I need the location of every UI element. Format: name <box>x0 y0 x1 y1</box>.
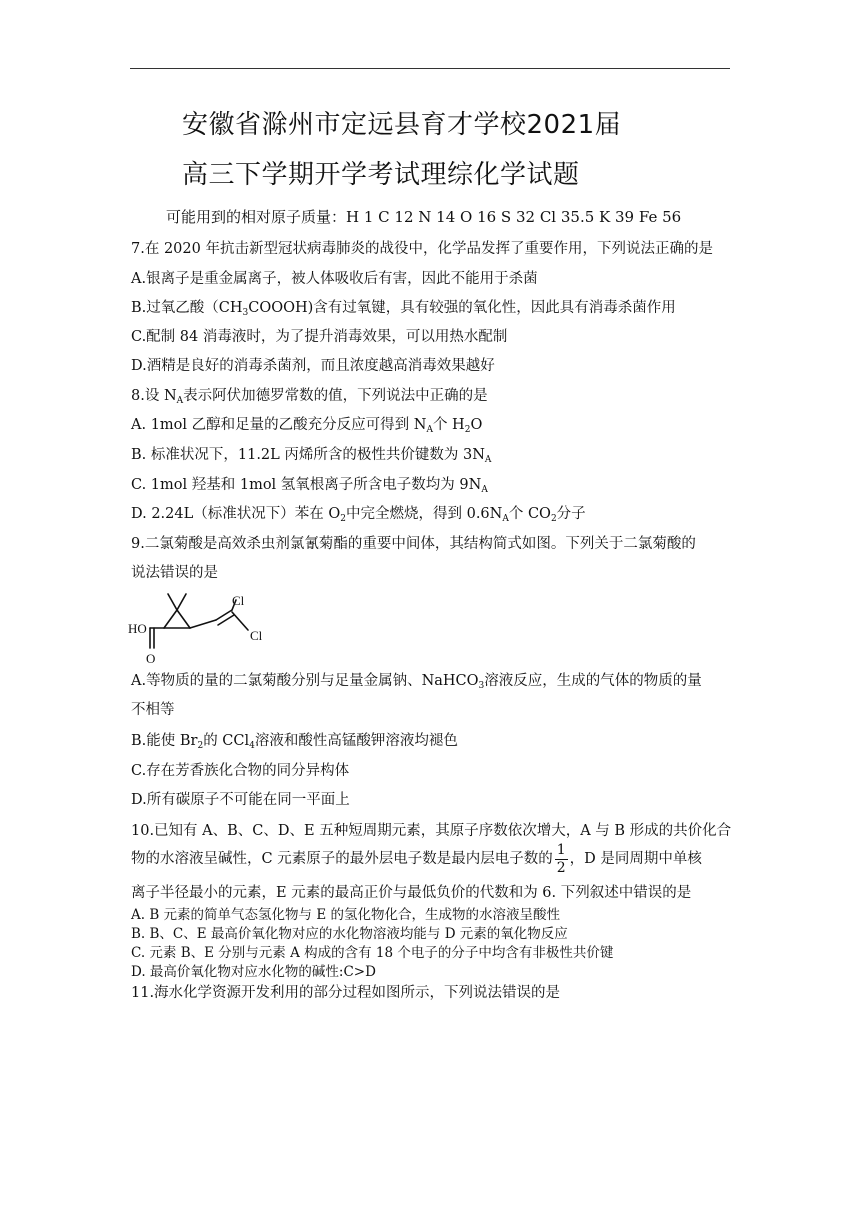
q7-option-b: B.过氧乙酸$(CH_3COOOH)$含有过氧键，具有较强的氧化性，因此具有消毒杀菌作用 <box>131 300 676 318</box>
q8-stem: 8.设 $N_A$表示阿伏加德罗常数的值，下列说法中正确的是 <box>131 388 488 406</box>
ring-bond-2 <box>177 610 190 628</box>
q9-option-b: B.能使 $Br_2$的 CCl$_4$溶液和酸性高锰酸钾溶液均褪色 <box>131 733 458 751</box>
q9-option-a-line-1: A.等物质的量的二氯菊酸分别与足量金属钠、NaHCO$_3$溶液反应，生成的气体的物质的量 <box>131 673 702 691</box>
q7-option-a: A.银离子是重金属离子，被人体吸收后有害，因此不能用于杀菌 <box>131 271 538 287</box>
q8-option-a: A. 1mol 乙醇和足量的乙酸充分反应可得到 $N_A$个 $H_2O$ <box>131 417 483 435</box>
struct-label-cl-2: Cl <box>250 628 263 643</box>
struct-label-cl-1: Cl <box>232 593 245 608</box>
vinyl-bond <box>190 620 216 628</box>
page-title-line-1: 安徽省滁州市定远县育才学校2021届 <box>182 110 622 140</box>
header-rule <box>130 68 730 69</box>
q9-option-c: C.存在芳香族化合物的同分异构体 <box>131 763 350 779</box>
q9-option-a-line-2: 不相等 <box>131 702 175 718</box>
ccl-bond-2 <box>232 612 248 630</box>
q7-stem: 7.在 2020 年抗击新型冠状病毒肺炎的战役中，化学品发挥了重要作用，下列说法正确的是 <box>131 241 713 257</box>
methyl-bond-1 <box>168 594 177 610</box>
methyl-bond-2 <box>177 594 186 610</box>
q10-stem-line-1: 10.已知有 A、B、C、D、E 五种短周期元素，其原子序数依次增大，A 与 B 形成的共价化合 <box>131 823 732 839</box>
q8-option-d: D. 2.24L（标准状况下）苯在 $O_2$中完全燃烧，得到 $0.6N_A$个 $CO_2$分子 <box>131 506 586 524</box>
q11-stem: 11.海水化学资源开发利用的部分过程如图所示，下列说法错误的是 <box>131 985 561 1001</box>
ring-bond-1 <box>164 610 177 628</box>
q10-option-d: D. 最高价氧化物对应水化物的碱性:C>D <box>131 964 376 980</box>
q10-option-c: C. 元素 B、E 分别与元素 A 构成的含有 18 个电子的分子中均含有非极性共价键 <box>131 945 614 961</box>
q8-option-b: B. 标准状况下，11.2L 丙烯所含的极性共价键数为 $3N_A$ <box>131 447 492 465</box>
q9-option-d: D.所有碳原子不可能在同一平面上 <box>131 792 350 808</box>
struct-label-o: O <box>146 651 156 666</box>
q9-stem-line-1: 9.二氯菊酸是高效杀虫剂氯氰菊酯的重要中间体，其结构简式如图。下列关于二氯菊酸的 <box>131 536 696 552</box>
struct-label-ho: HO <box>128 621 147 636</box>
atomic-mass-line: 可能用到的相对原子质量：H 1 C 12 N 14 O 16 S 32 Cl 35.5 K 39 Fe 56 <box>166 208 682 226</box>
page-title-line-2: 高三下学期开学考试理综化学试题 <box>182 160 580 190</box>
fraction-one-half: $\frac{1}{2}$ <box>556 841 566 876</box>
q10-option-a: A. B 元素的简单气态氢化物与 E 的氢化物化合，生成物的水溶液呈酸性 <box>131 907 560 923</box>
q8-option-c: C. 1mol 羟基和 1mol 氢氧根离子所含电子数均为 $9N_A$ <box>131 477 488 495</box>
q10-stem-line-3: 离子半径最小的元素，E 元素的最高正价与最低负价的代数和为 6. 下列叙述中错误的是 <box>131 885 692 901</box>
q7-option-c: C.配制 84 消毒液时，为了提升消毒效果，可以用热水配制 <box>131 329 508 345</box>
q10-stem-line-2: 物的水溶液呈碱性，C 元素原子的最外层电子数是最内层电子数的 $\frac{1}{2}$ ，D 是同周期中单核 <box>131 841 702 876</box>
q7-option-d: D.酒精是良好的消毒杀菌剂，而且浓度越高消毒效果越好 <box>131 358 495 374</box>
dichlorochrysanthemic-acid-structure <box>128 590 278 670</box>
q10-option-b: B. B、C、E 最高价氧化物对应的水化物溶液均能与 D 元素的氧化物反应 <box>131 926 568 942</box>
q9-stem-line-2: 说法错误的是 <box>131 565 218 581</box>
